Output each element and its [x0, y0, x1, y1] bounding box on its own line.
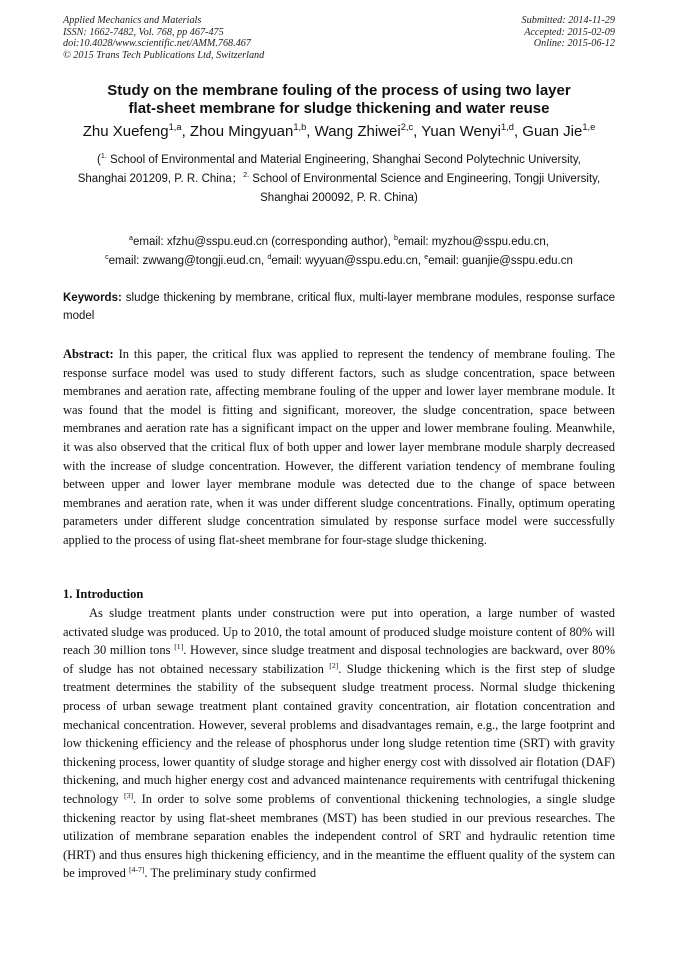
paper-title: [40, 82, 638, 118]
affiliations: [72, 151, 606, 208]
author-name: Zhu Xuefeng: [82, 123, 169, 140]
citation-ref: [3]: [124, 790, 134, 800]
email-d: email: wyyuan@sspu.edu.cn,: [271, 255, 425, 267]
author-affiliation-mark: 1,d: [501, 122, 514, 132]
introduction-paragraph: [63, 604, 615, 883]
email-mark-b: b: [393, 234, 398, 243]
online-date: Online: 2015-06-12: [533, 38, 615, 50]
title-line-1: Study on the membrane fouling of the process of using two layer: [107, 82, 571, 99]
citation-ref: [4-7]: [128, 865, 145, 875]
email-mark-a: a: [129, 234, 133, 243]
affiliation-1: School of Environmental and Material Engineering, Shanghai Second Polytechnic University, Shanghai 201209, P. R. China；: [77, 154, 581, 185]
author-name: Guan Jie: [522, 123, 583, 140]
email-line-2: [40, 252, 638, 271]
author-name: Zhou Mingyuan: [189, 123, 294, 140]
accepted-date: Accepted: 2015-02-09: [524, 26, 615, 38]
abstract-text: In this paper, the critical flux was applied to represent the tendency of membrane fouling. The response surface model was used to study different factors, such as sludge concentration, space between membranes and aeration rate, affecting membrane fouling of the upper and lower layer membrane module. It was found that the model is fitting and significant, moreover, the sludge concentration, space between membranes and aeration rate has a significant impact on the upper and lower membrane fouling. Meanwhile, it was also observed that the critical flux of both upper and lower layer membrane module sharply decreased with the increase of sludge concentration. However, the different variation tendency of membrane fouling between upper and lower layer membrane module was detected due to the change of space between membranes and aeration rate, when it was under different sludge concentrations. Finally, optimum operating parameters under different sludge concentration simulated by response surface model were successfully applied to the process of using flat-sheet membrane for four-stage sludge thickening.: [63, 347, 615, 547]
email-a: email: xfzhu@sspu.eud.cn (corresponding author),: [132, 236, 394, 248]
author-affiliation-mark: 1,b: [293, 122, 307, 132]
affiliation-2: School of Environmental Science and Engineering, Tongji University, Shanghai 200092, P. R. China): [249, 173, 601, 204]
keywords-section: [63, 289, 615, 325]
journal-issn: ISSN: 1662-7482, Vol. 768, pp 467-475: [63, 26, 224, 38]
submitted-date: Submitted: 2014-11-29: [521, 15, 615, 26]
intro-text-1: As sludge treatment plants under construction were put into operation, a large number of wasted activated sludge was produced. Up to 2010, the total amount of produced sludge moisture content of 80% will reach 30 million tons: [63, 606, 615, 658]
email-line-1: [40, 233, 638, 252]
author-list: [20, 123, 658, 141]
author-separator: ,: [306, 123, 315, 140]
author-affiliation-mark: 1,e: [582, 122, 596, 132]
journal-copyright: © 2015 Trans Tech Publications Ltd, Switzerland: [63, 49, 265, 61]
email-mark-d: d: [267, 253, 272, 262]
affiliation-mark-2: 2.: [243, 171, 250, 180]
abstract-label: Abstract:: [63, 347, 114, 361]
affiliation-open-paren: (: [97, 154, 101, 166]
intro-text-3: . Sludge thickening which is the first step of sludge treatment determines the stability of the subsequent sludge treatment process. Normal sludge thickening process of urban sewage treatment plant contained gravity concentration, air flotation concentration and mechanical concentration. However, several problems and disadvantages remain, e.g., the large footprint and low thickening efficiency and the release of phosphorus under long sludge retention time (SRT) with gravity thickening process, lower quantity of sludge storage and higher energy cost with dissolved air flotation (DAF) thickening, and much higher energy cost and advanced maintenance requirements with centrifugal thickening technology: [63, 661, 615, 806]
intro-text-4: . In order to solve some problems of conventional thickening technologies, a single sludge thickening reactor by using flat-sheet membranes (MST) has been studied in our previous researches. The utilization of membrane separation enables the independent control of SRT and hydraulic retention time (HRT) and thus ensures high thickening efficiency, and in the meantime the effluent quality of the system can be improved: [63, 791, 615, 881]
journal-header-left: [63, 15, 264, 61]
email-mark-c: c: [105, 253, 109, 262]
author-emails: [40, 233, 638, 271]
keywords-label: Keywords:: [63, 292, 122, 304]
citation-ref: [2]: [329, 660, 339, 670]
email-b: email: myzhou@sspu.edu.cn,: [397, 236, 549, 248]
author-affiliation-mark: 1,a: [168, 122, 182, 132]
title-line-2: flat-sheet membrane for sludge thickening and water reuse: [128, 100, 550, 117]
author-separator: ,: [413, 123, 422, 140]
author-name: Wang Zhiwei: [314, 123, 401, 140]
author-separator: ,: [513, 123, 523, 140]
intro-text-5: . The preliminary study confirmed: [144, 866, 317, 881]
author-separator: ,: [181, 123, 190, 140]
email-mark-e: e: [424, 253, 429, 262]
intro-text-2: . However, since sludge treatment and disposal technologies are backward, over 80% of sludge has not obtained necessary stabilization: [63, 643, 615, 676]
author-name: Yuan Wenyi: [421, 123, 501, 140]
email-c: email: zwwang@tongji.eud.cn,: [108, 255, 268, 267]
journal-doi: doi:10.4028/www.scientific.net/AMM.768.467: [63, 38, 251, 50]
abstract-section: [63, 345, 615, 550]
email-e: email: guanjie@sspu.edu.cn: [428, 255, 573, 267]
journal-header-right: [522, 15, 615, 50]
journal-name: Applied Mechanics and Materials: [63, 15, 202, 26]
section-heading-introduction: 1. Introduction: [63, 587, 144, 601]
citation-ref: [1]: [174, 642, 184, 652]
author-affiliation-mark: 2,c: [400, 122, 414, 132]
affiliation-mark-1: 1.: [100, 152, 107, 161]
keywords-text: sludge thickening by membrane, critical flux, multi-layer membrane modules, response surface model: [63, 292, 615, 322]
